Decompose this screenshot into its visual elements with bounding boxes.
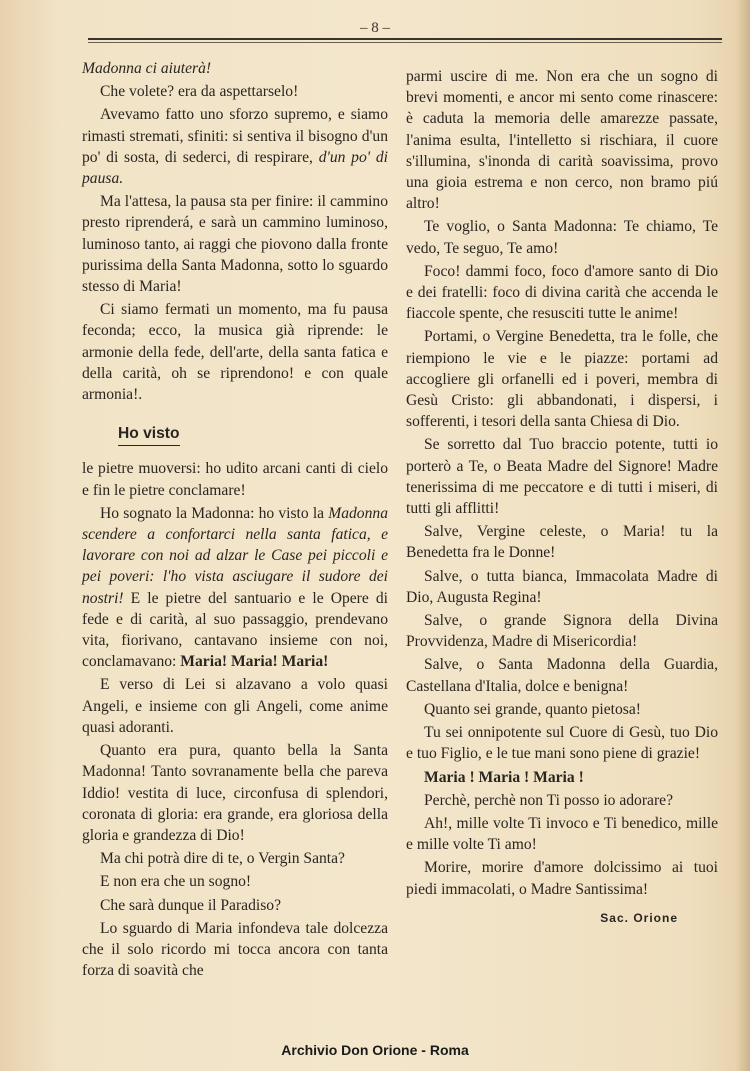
paragraph: Ma chi potrà dire di te, o Vergin Santa?	[100, 850, 345, 868]
paragraph: Salve, o grande Signora della Divina Provvidenza, Madre di Misericordia!	[406, 612, 718, 651]
paragraph: Salve, o Santa Madonna della Guardia, Castellana d'Italia, dolce e benigna!	[406, 656, 718, 695]
text-run: Ho sognato la Madonna: ho visto la	[100, 504, 329, 522]
left-column	[82, 58, 388, 983]
text-run: E le pietre del santuario e le Opere di fede e di carità, al suo passaggio, prendevano vita, fiorivano, cantavano insieme con noi, conclamavano:	[82, 589, 388, 671]
signature: Sac. Orione	[600, 910, 678, 925]
paragraph: Madonna ci aiuterà!	[82, 60, 212, 77]
paragraph: E verso di Lei si alzavano a volo quasi Angeli, e insieme con gli Angeli, come anime quasi adoranti.	[82, 676, 388, 736]
paragraph: Che sarà dunque il Paradiso?	[100, 896, 282, 914]
page-number: – 8 –	[360, 20, 390, 36]
paragraph: Che volete? era da aspettarselo!	[100, 83, 299, 101]
paragraph: Perchè, perchè non Ti posso io adorare?	[424, 791, 674, 809]
paragraph: Maria ! Maria ! Maria !	[424, 768, 584, 786]
paragraph: Quanto sei grande, quanto pietosa!	[424, 700, 641, 718]
paragraph: Portami, o Vergine Benedetta, tra le folle, che riempiono le vie e le piazze: portami ad accogliere gli orfanelli ed i poveri, membra di Gesù Cristo: gli abbandonati, i dispersi, i sofferenti, i tesori della santa Chiesa di Dio.	[406, 328, 718, 431]
paragraph	[82, 104, 388, 189]
paragraph: parmi uscire di me. Non era che un sogno di brevi momenti, e ancor mi sento come rinascere: è caduta la memoria delle amarezze passate, l'anima esulta, l'intelletto si rischiara, il cuore s'illumina, s'inonda di carità soavissima, provo una gioia estrema e non cerco, non bramo piú altro!	[406, 68, 718, 213]
section-title: Ho visto	[118, 423, 180, 446]
right-column	[406, 66, 718, 929]
page-edge-shadow	[736, 0, 750, 1071]
paragraph: Ah!, mille volte Ti invoco e Ti benedico, mille e mille volte Ti amo!	[406, 814, 718, 854]
paragraph: Morire, morire d'amore dolcissimo ai tuoi piedi immacolati, o Madre Santissima!	[406, 859, 718, 898]
text-run-bold: Maria! Maria! Maria!	[180, 653, 329, 671]
paragraph: Ci siamo fermati un momento, ma fu pausa feconda; ecco, la musica già riprende: le armonie della fede, dell'arte, della santa fatica e della carità, oh se riprendono! e con quale armonia!.	[82, 301, 388, 404]
paragraph: Salve, o tutta bianca, Immacolata Madre di Dio, Augusta Regina!	[406, 567, 718, 606]
paragraph: Salve, Vergine celeste, o Maria! tu la Benedetta fra le Donne!	[406, 523, 718, 562]
paragraph: Se sorretto dal Tuo braccio potente, tutti io porterò a Te, o Beata Madre del Signore! Madre tenerissima di me peccatore e di tutti i miseri, di tutti gli afflitti!	[406, 436, 718, 518]
paragraph	[82, 503, 388, 673]
text-run-italic: Madonna scendere a confortarci nella santa fatica, e lavorare con noi ad alzar le Case pei piccoli e pei poveri: l'ho vista asciugare il sudore dei nostri!	[82, 504, 388, 607]
text-run-italic: d'un po' di pausa.	[82, 148, 388, 188]
paragraph: E non era che un sogno!	[100, 873, 252, 891]
header-rule-thin	[88, 42, 722, 43]
paragraph: Foco! dammi foco, foco d'amore santo di Dio e dei fratelli: foco di divina carità che accenda le fiaccole spente, che resusciti tutte le anime!	[406, 262, 718, 323]
text-run: Avevamo fatto uno sforzo supremo, e siamo rimasti stremati, sfiniti: si sentiva il bisogno d'un po' di sosta, di sederci, di respirare,	[82, 106, 388, 166]
header-rule	[88, 38, 722, 40]
paragraph: le pietre muoversi: ho udito arcani canti di cielo e fin le pietre conclamare!	[82, 460, 388, 499]
paragraph: Lo sguardo di Maria infondeva tale dolcezza che il solo ricordo mi tocca ancora con tanta forza di soavità che	[82, 919, 388, 980]
paragraph: Tu sei onnipotente sul Cuore di Gesù, tuo Dio e tuo Figlio, e le tue mani sono piene di grazie!	[406, 724, 718, 763]
archive-footer: Archivio Don Orione - Roma	[281, 1042, 469, 1058]
paragraph: Te voglio, o Santa Madonna: Te chiamo, Te vedo, Te seguo, Te amo!	[406, 218, 718, 257]
paragraph: Ma l'attesa, la pausa sta per finire: il cammino presto riprenderá, e sarà un cammino luminoso, luminoso tanto, ai raggi che piovono dalla fronte purissima della Santa Madonna, sotto lo sguardo stesso di Maria!	[82, 193, 388, 296]
paragraph: Quanto era pura, quanto bella la Santa Madonna! Tanto sovranamente bella che pareva Iddio! vestita di luce, circonfusa di splendori, coronata di gloria: era grande, era gloriosa della gloria e grandezza di Dio!	[82, 742, 388, 844]
